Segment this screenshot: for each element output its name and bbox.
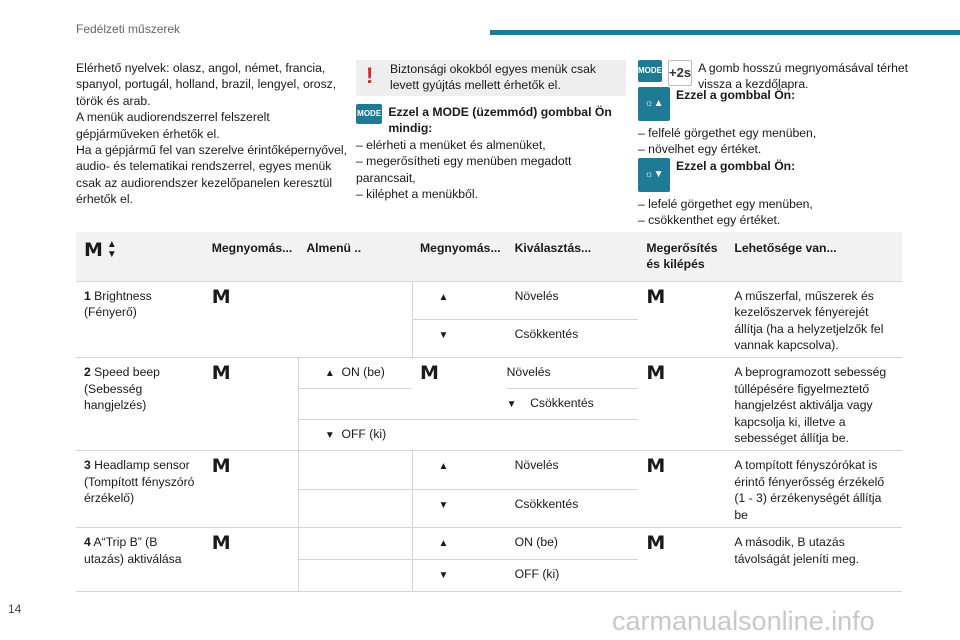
up-heading: Ezzel a gombbal Ön: <box>676 87 796 102</box>
languages-paragraph: Elérhető nyelvek: olasz, angol, német, francia, spanyol, portugál, holland, brazil, lengyel, orosz, török és arab. <box>76 61 337 108</box>
m-key-icon: M <box>211 285 231 308</box>
warning-text: Biztonsági okokból egyes menük csak levett gyújtás mellett érhetők el. <box>390 62 596 93</box>
down-button-icon: ☼▼ <box>638 158 670 192</box>
mode-button-icon: MODE <box>638 60 662 82</box>
table-row: ▼ Csökkentés <box>76 389 902 420</box>
section-title: Fedélzeti műszerek <box>76 22 181 36</box>
down-item: – csökkenthet egy értéket. <box>638 213 781 228</box>
m-key-icon: M <box>420 362 439 385</box>
down-arrow-icon: ▼ <box>506 399 517 411</box>
up-item: – felfelé görgethet egy menüben, <box>638 125 817 140</box>
audio-paragraph: A menük audiorendszerrel felszerelt gépjárműveken érhetők el. <box>76 110 270 141</box>
down-heading-row <box>638 158 910 192</box>
up-item: – növelhet egy értéket. <box>638 142 762 157</box>
page-number: 14 <box>8 602 22 616</box>
header-select: Kiválasztás... <box>507 232 639 281</box>
mode-item: – kiléphet a menükből. <box>356 187 478 202</box>
down-item: – lefelé görgethet egy menüben, <box>638 196 813 211</box>
up-arrow-icon: ▲ <box>324 368 335 380</box>
header-mode-icon: M ▲ ▼ <box>76 232 204 281</box>
header-press-2: Megnyomás... <box>412 232 507 281</box>
safety-warning <box>356 60 626 96</box>
up-arrow-icon: ▲ <box>438 291 449 303</box>
hold-2s-icon: +2s <box>668 60 692 86</box>
mode-button-icon: MODE <box>356 104 382 124</box>
table-row: ▼ Csökkentés <box>76 489 902 527</box>
settings-table <box>76 232 902 592</box>
touchscreen-paragraph: Ha a gépjármű fel van szerelve érintőképernyővel, audio- és telematikai rendszerrel, egyes menük csak az audiorendszer kezelőpanelen keresztül érhetők el. <box>76 143 347 207</box>
m-key-icon: M <box>646 455 666 478</box>
table-row: 1 Brightness (Fényerő) M ▲ Növelés M A műszerfal, műszerek és kezelőszervek fényerejét állítja (ha a helyzetjelzők fel vannak kapcsolva). <box>76 281 902 319</box>
header-accent-bar <box>490 30 960 35</box>
header-press: Megnyomás... <box>204 232 299 281</box>
mode-item: – megerősítheti egy menüben megadott parancsait, <box>356 154 572 185</box>
m-key-icon: M <box>646 532 666 555</box>
mode-heading-row <box>356 104 626 137</box>
warning-exclamation-icon: ! <box>366 63 374 88</box>
m-key-icon: M <box>211 362 231 385</box>
down-arrow-icon: ▼ <box>438 499 449 511</box>
header-submenu: Almenü .. <box>298 232 412 281</box>
up-arrow-icon: ▲ <box>438 538 449 550</box>
header-confirm: Megerősítés és kilépés <box>638 232 726 281</box>
up-button-icon: ☼▲ <box>638 87 670 121</box>
m-key-icon: M <box>646 285 666 308</box>
down-arrow-icon: ▼ <box>438 330 449 342</box>
table-row: 2 Speed beep (Sebesség hangjelzés) M ▲ ON (be) M Növelés M A beprogramozott sebesség túllépésére figyelmeztető hangjelzést aktiválja vagy kapcsolja ki, illetve a sebességet állítja be. <box>76 358 902 389</box>
down-arrow-icon: ▼ <box>324 430 335 442</box>
up-arrow-icon: ▲ <box>438 461 449 473</box>
mode-column <box>356 60 626 202</box>
table-row: ▼ OFF (ki) <box>76 560 902 592</box>
table-row: ▼ Csökkentés <box>76 320 902 358</box>
m-key-icon: M <box>211 532 231 555</box>
down-arrow-icon: ▼ <box>438 570 449 582</box>
m-key-icon: M <box>646 362 666 385</box>
mode-heading: Ezzel a MODE (üzemmód) gombbal Ön mindig: <box>388 105 612 136</box>
table-row: 4 A“Trip B” (B utazás) aktiválása M ▲ ON (be) M A második, B utazás távolságát jeleníti meg. <box>76 528 902 560</box>
m-key-icon: M <box>211 455 231 478</box>
mode-item: – elérheti a menüket és almenüket, <box>356 137 546 152</box>
watermark: carmanualsonline.info <box>612 606 875 636</box>
hold-text: A gomb hosszú megnyomásával térhet vissza a kezdőlapra. <box>698 61 909 92</box>
down-heading: Ezzel a gombbal Ön: <box>676 158 796 173</box>
header-possible: Lehetősége van... <box>726 232 902 281</box>
intro-column <box>76 60 348 208</box>
table-row: 3 Headlamp sensor (Tompított fényszóró érzékelő) M ▲ Növelés M A tompított fényszórókat is érintő fényerősség érzékelő (1 - 3) érzékenységét állítja be <box>76 451 902 489</box>
table-row: ▼ OFF (ki) <box>76 420 902 451</box>
buttons-column <box>638 60 910 228</box>
